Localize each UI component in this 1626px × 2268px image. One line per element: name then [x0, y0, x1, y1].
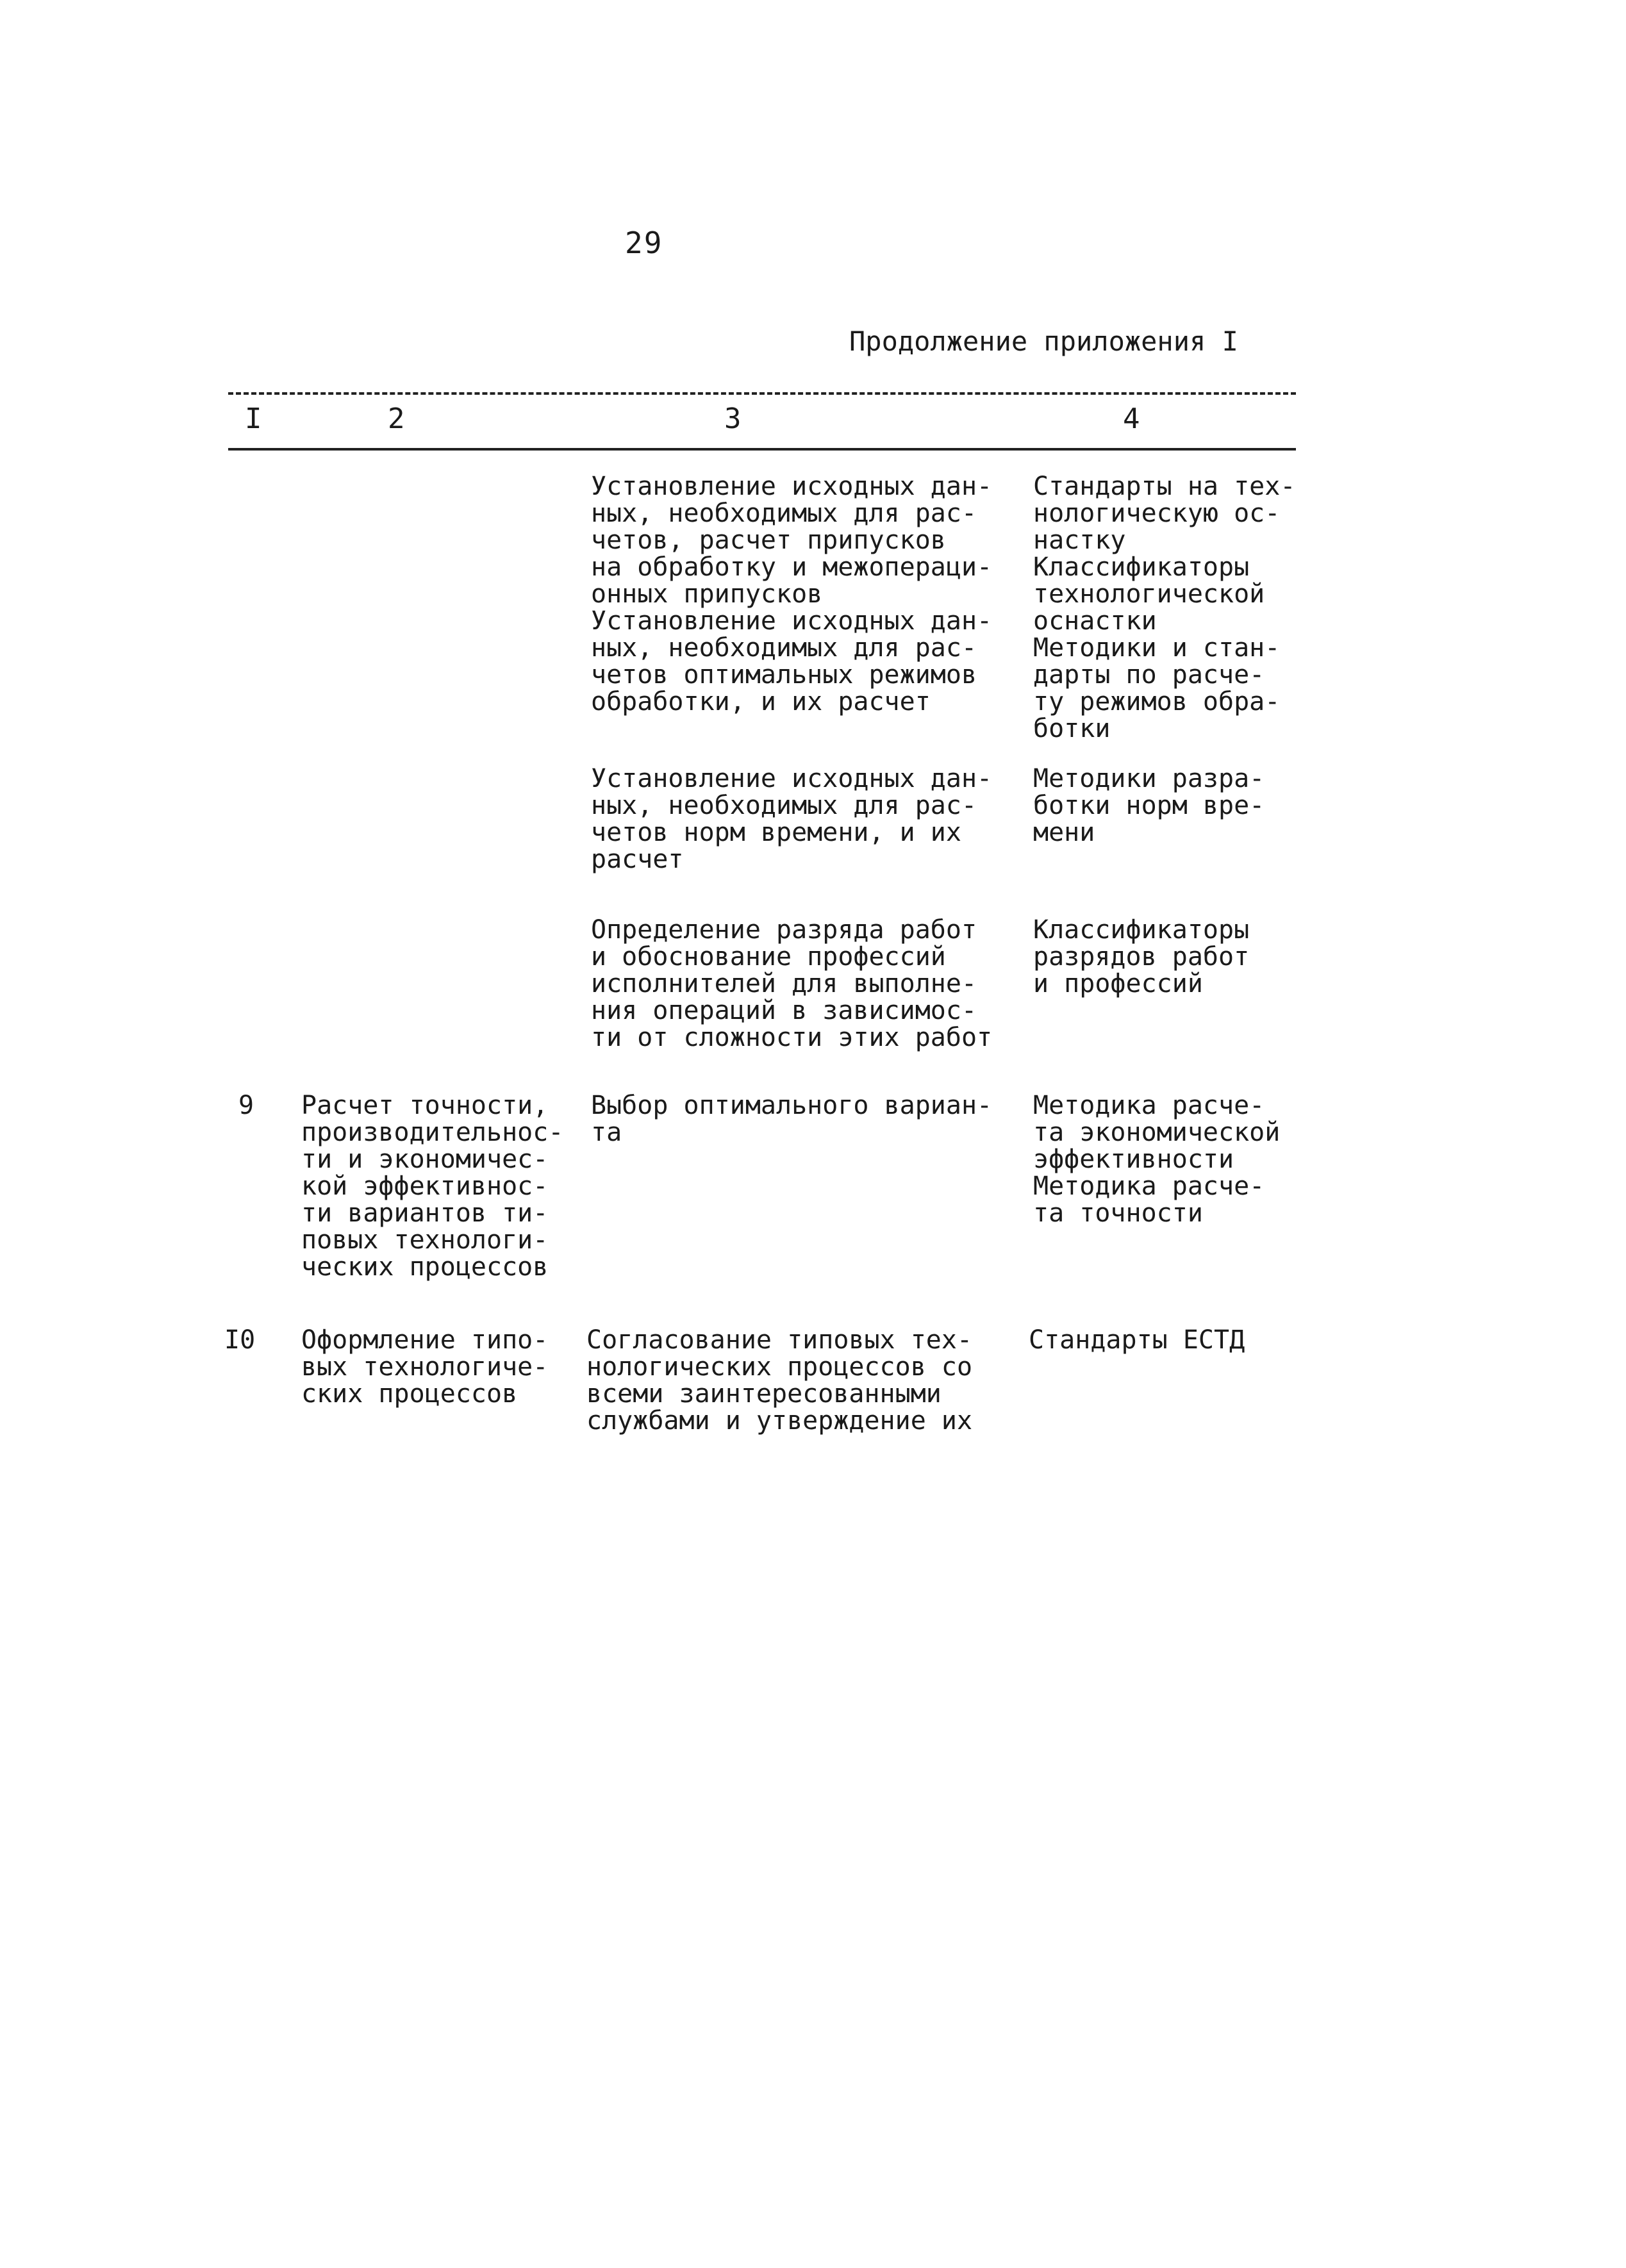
- column-header-1: I: [245, 402, 262, 435]
- row-content: Определение разряда работ и обоснование профессий исполнителей для выполне- ния операций в зависимос- ти от сложности этих работ: [591, 915, 993, 1052]
- row-content: Согласование типовых тех- нологических процессов со всеми заинтересованными службами и утверждение их: [586, 1325, 973, 1436]
- continuation-label: Продолжение приложения I: [849, 326, 1238, 357]
- column-header-2: 2: [388, 402, 405, 435]
- row-content: Установление исходных дан- ных, необходимых для рас- четов, расчет припусков на обработку и межопераци- онных припусков Установление исходных дан- ных, необходимых для рас- четов оптимальных режимов обработки, и их расчет: [591, 472, 993, 716]
- row-number: I0: [224, 1325, 256, 1355]
- row-docs: Методики разра- ботки норм вре- мени: [1033, 764, 1265, 847]
- row-content: Выбор оптимального вариан- та: [591, 1091, 993, 1147]
- row-content: Установление исходных дан- ных, необходимых для рас- четов норм времени, и их расчет: [591, 764, 993, 874]
- row-stage: Оформление типо- вых технологиче- ских процессов: [301, 1325, 549, 1409]
- row-stage: Расчет точности, производительнос- ти и экономичес- кой эффективнос- ти вариантов ти- повых технологи- ческих процессов: [301, 1091, 564, 1282]
- row-docs: Методика расче- та экономической эффективности Методика расче- та точности: [1033, 1091, 1281, 1228]
- table-header-rule: [228, 448, 1296, 451]
- page-number: 29: [625, 226, 663, 260]
- column-header-3: 3: [724, 402, 742, 435]
- row-number: 9: [238, 1091, 254, 1120]
- row-docs: Классификаторы разрядов работ и профессий: [1033, 915, 1250, 998]
- column-header-4: 4: [1123, 402, 1140, 435]
- table-top-rule: [228, 392, 1296, 395]
- row-docs: Стандарты ЕСТД: [1029, 1325, 1245, 1355]
- row-docs: Стандарты на тех- нологическую ос- настку Классификаторы технологической оснастки Методики и стан- дарты по расче- ту режимов обра- ботки: [1033, 472, 1296, 743]
